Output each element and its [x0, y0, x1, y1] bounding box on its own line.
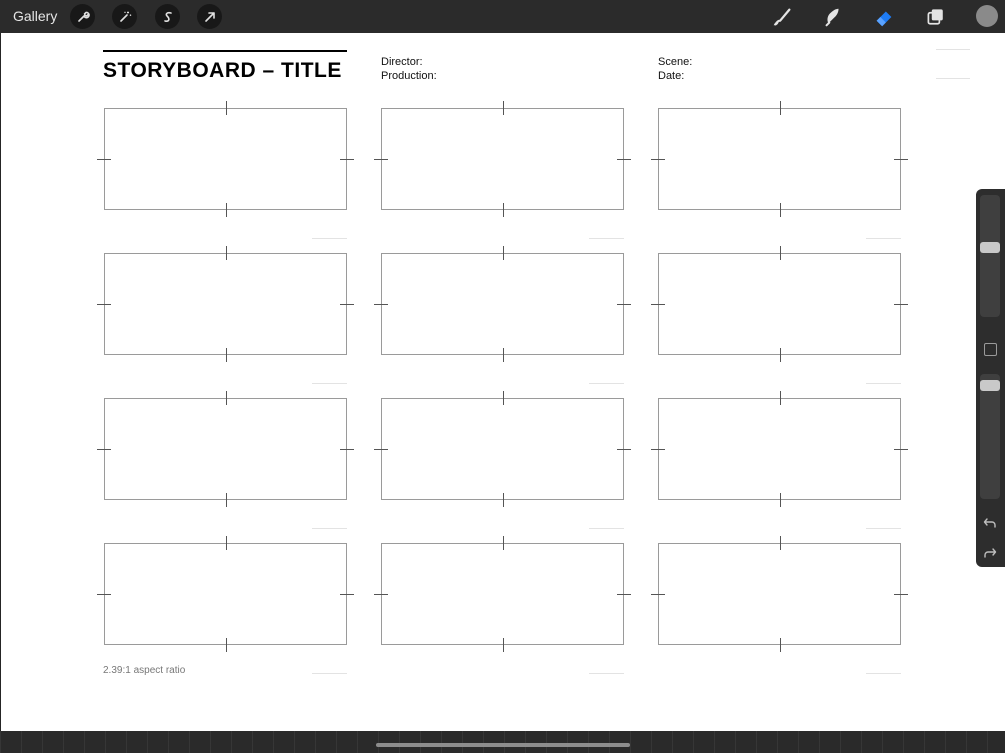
- frame-caption-guide: [866, 528, 901, 529]
- storyboard-frame[interactable]: [658, 398, 901, 500]
- frame-center-tick: [226, 391, 227, 405]
- redo-icon[interactable]: [982, 546, 998, 560]
- frame-center-tick: [374, 159, 388, 160]
- brush-size-thumb[interactable]: [980, 242, 1000, 253]
- frame-center-tick: [503, 536, 504, 550]
- frame-center-tick: [894, 159, 908, 160]
- eraser-icon[interactable]: [871, 4, 897, 30]
- frame-caption-guide: [589, 528, 624, 529]
- storyboard-frame[interactable]: [658, 253, 901, 355]
- storyboard-frame[interactable]: [381, 108, 624, 210]
- frame-center-tick: [780, 493, 781, 507]
- frame-caption-guide: [312, 238, 347, 239]
- frame-center-tick: [374, 594, 388, 595]
- frame-caption-guide: [866, 673, 901, 674]
- frame-center-tick: [780, 536, 781, 550]
- undo-icon[interactable]: [982, 516, 998, 530]
- director-label: Director:: [381, 56, 423, 68]
- storyboard-frame[interactable]: [381, 398, 624, 500]
- frame-center-tick: [503, 638, 504, 652]
- production-label: Production:: [381, 70, 437, 82]
- director-production-labels: [381, 55, 437, 83]
- side-toolbar: [976, 189, 1005, 567]
- frame-center-tick: [226, 348, 227, 362]
- page-title: STORYBOARD – TITLE: [103, 59, 342, 82]
- opacity-thumb[interactable]: [980, 380, 1000, 391]
- frame-center-tick: [97, 449, 111, 450]
- faint-guide: [936, 49, 970, 50]
- frame-center-tick: [226, 101, 227, 115]
- frame-center-tick: [780, 391, 781, 405]
- frame-center-tick: [617, 304, 631, 305]
- frame-center-tick: [503, 348, 504, 362]
- frame-center-tick: [503, 203, 504, 217]
- frame-center-tick: [894, 594, 908, 595]
- color-picker-swatch[interactable]: [976, 5, 998, 27]
- frame-center-tick: [617, 159, 631, 160]
- brush-icon[interactable]: [769, 4, 795, 30]
- actions-wrench-icon[interactable]: [70, 4, 95, 29]
- faint-guide: [936, 78, 970, 79]
- smudge-icon[interactable]: [820, 4, 846, 30]
- frame-center-tick: [226, 536, 227, 550]
- storyboard-frame[interactable]: [658, 108, 901, 210]
- top-toolbar: [0, 0, 1005, 33]
- frame-center-tick: [503, 101, 504, 115]
- frame-center-tick: [651, 304, 665, 305]
- frame-center-tick: [780, 638, 781, 652]
- frame-center-tick: [340, 594, 354, 595]
- frame-center-tick: [226, 638, 227, 652]
- transform-arrow-icon[interactable]: [197, 4, 222, 29]
- frame-caption-guide: [866, 383, 901, 384]
- frame-caption-guide: [312, 383, 347, 384]
- frame-caption-guide: [312, 673, 347, 674]
- storyboard-frame[interactable]: [104, 108, 347, 210]
- frame-center-tick: [97, 594, 111, 595]
- frame-center-tick: [503, 493, 504, 507]
- frame-center-tick: [97, 304, 111, 305]
- frame-center-tick: [503, 246, 504, 260]
- frame-center-tick: [780, 101, 781, 115]
- frame-caption-guide: [589, 673, 624, 674]
- layers-icon[interactable]: [923, 4, 949, 30]
- frame-center-tick: [226, 246, 227, 260]
- frame-caption-guide: [866, 238, 901, 239]
- frame-center-tick: [503, 391, 504, 405]
- frame-center-tick: [780, 203, 781, 217]
- scene-date-labels: [658, 55, 692, 83]
- frame-center-tick: [97, 159, 111, 160]
- frame-center-tick: [340, 159, 354, 160]
- frame-center-tick: [651, 594, 665, 595]
- frame-center-tick: [651, 449, 665, 450]
- opacity-slider[interactable]: [980, 374, 1000, 499]
- storyboard-frame[interactable]: [381, 253, 624, 355]
- home-indicator[interactable]: [376, 743, 630, 747]
- frame-caption-guide: [312, 528, 347, 529]
- modify-button[interactable]: [984, 343, 997, 356]
- frame-center-tick: [226, 203, 227, 217]
- title-rule: [103, 50, 347, 52]
- frame-center-tick: [651, 159, 665, 160]
- frame-center-tick: [340, 449, 354, 450]
- frame-center-tick: [374, 449, 388, 450]
- frame-center-tick: [340, 304, 354, 305]
- storyboard-frame[interactable]: [381, 543, 624, 645]
- storyboard-frame[interactable]: [104, 398, 347, 500]
- frame-center-tick: [894, 304, 908, 305]
- drawing-canvas[interactable]: [1, 33, 1005, 731]
- frame-caption-guide: [589, 238, 624, 239]
- adjustments-magic-wand-icon[interactable]: [112, 4, 137, 29]
- frame-center-tick: [894, 449, 908, 450]
- storyboard-frame[interactable]: [104, 543, 347, 645]
- frame-center-tick: [226, 493, 227, 507]
- frame-caption-guide: [589, 383, 624, 384]
- frame-center-tick: [374, 304, 388, 305]
- aspect-ratio-note: 2.39:1 aspect ratio: [103, 665, 186, 676]
- bottom-bar: [0, 731, 1005, 753]
- frame-center-tick: [780, 246, 781, 260]
- storyboard-frame[interactable]: [658, 543, 901, 645]
- brush-size-slider[interactable]: [980, 195, 1000, 317]
- frame-center-tick: [617, 594, 631, 595]
- date-label: Date:: [658, 70, 685, 82]
- gallery-button[interactable]: Gallery: [13, 8, 58, 24]
- frame-center-tick: [780, 348, 781, 362]
- frame-center-tick: [617, 449, 631, 450]
- storyboard-frame[interactable]: [104, 253, 347, 355]
- scene-label: Scene:: [658, 56, 693, 68]
- selection-icon[interactable]: [155, 4, 180, 29]
